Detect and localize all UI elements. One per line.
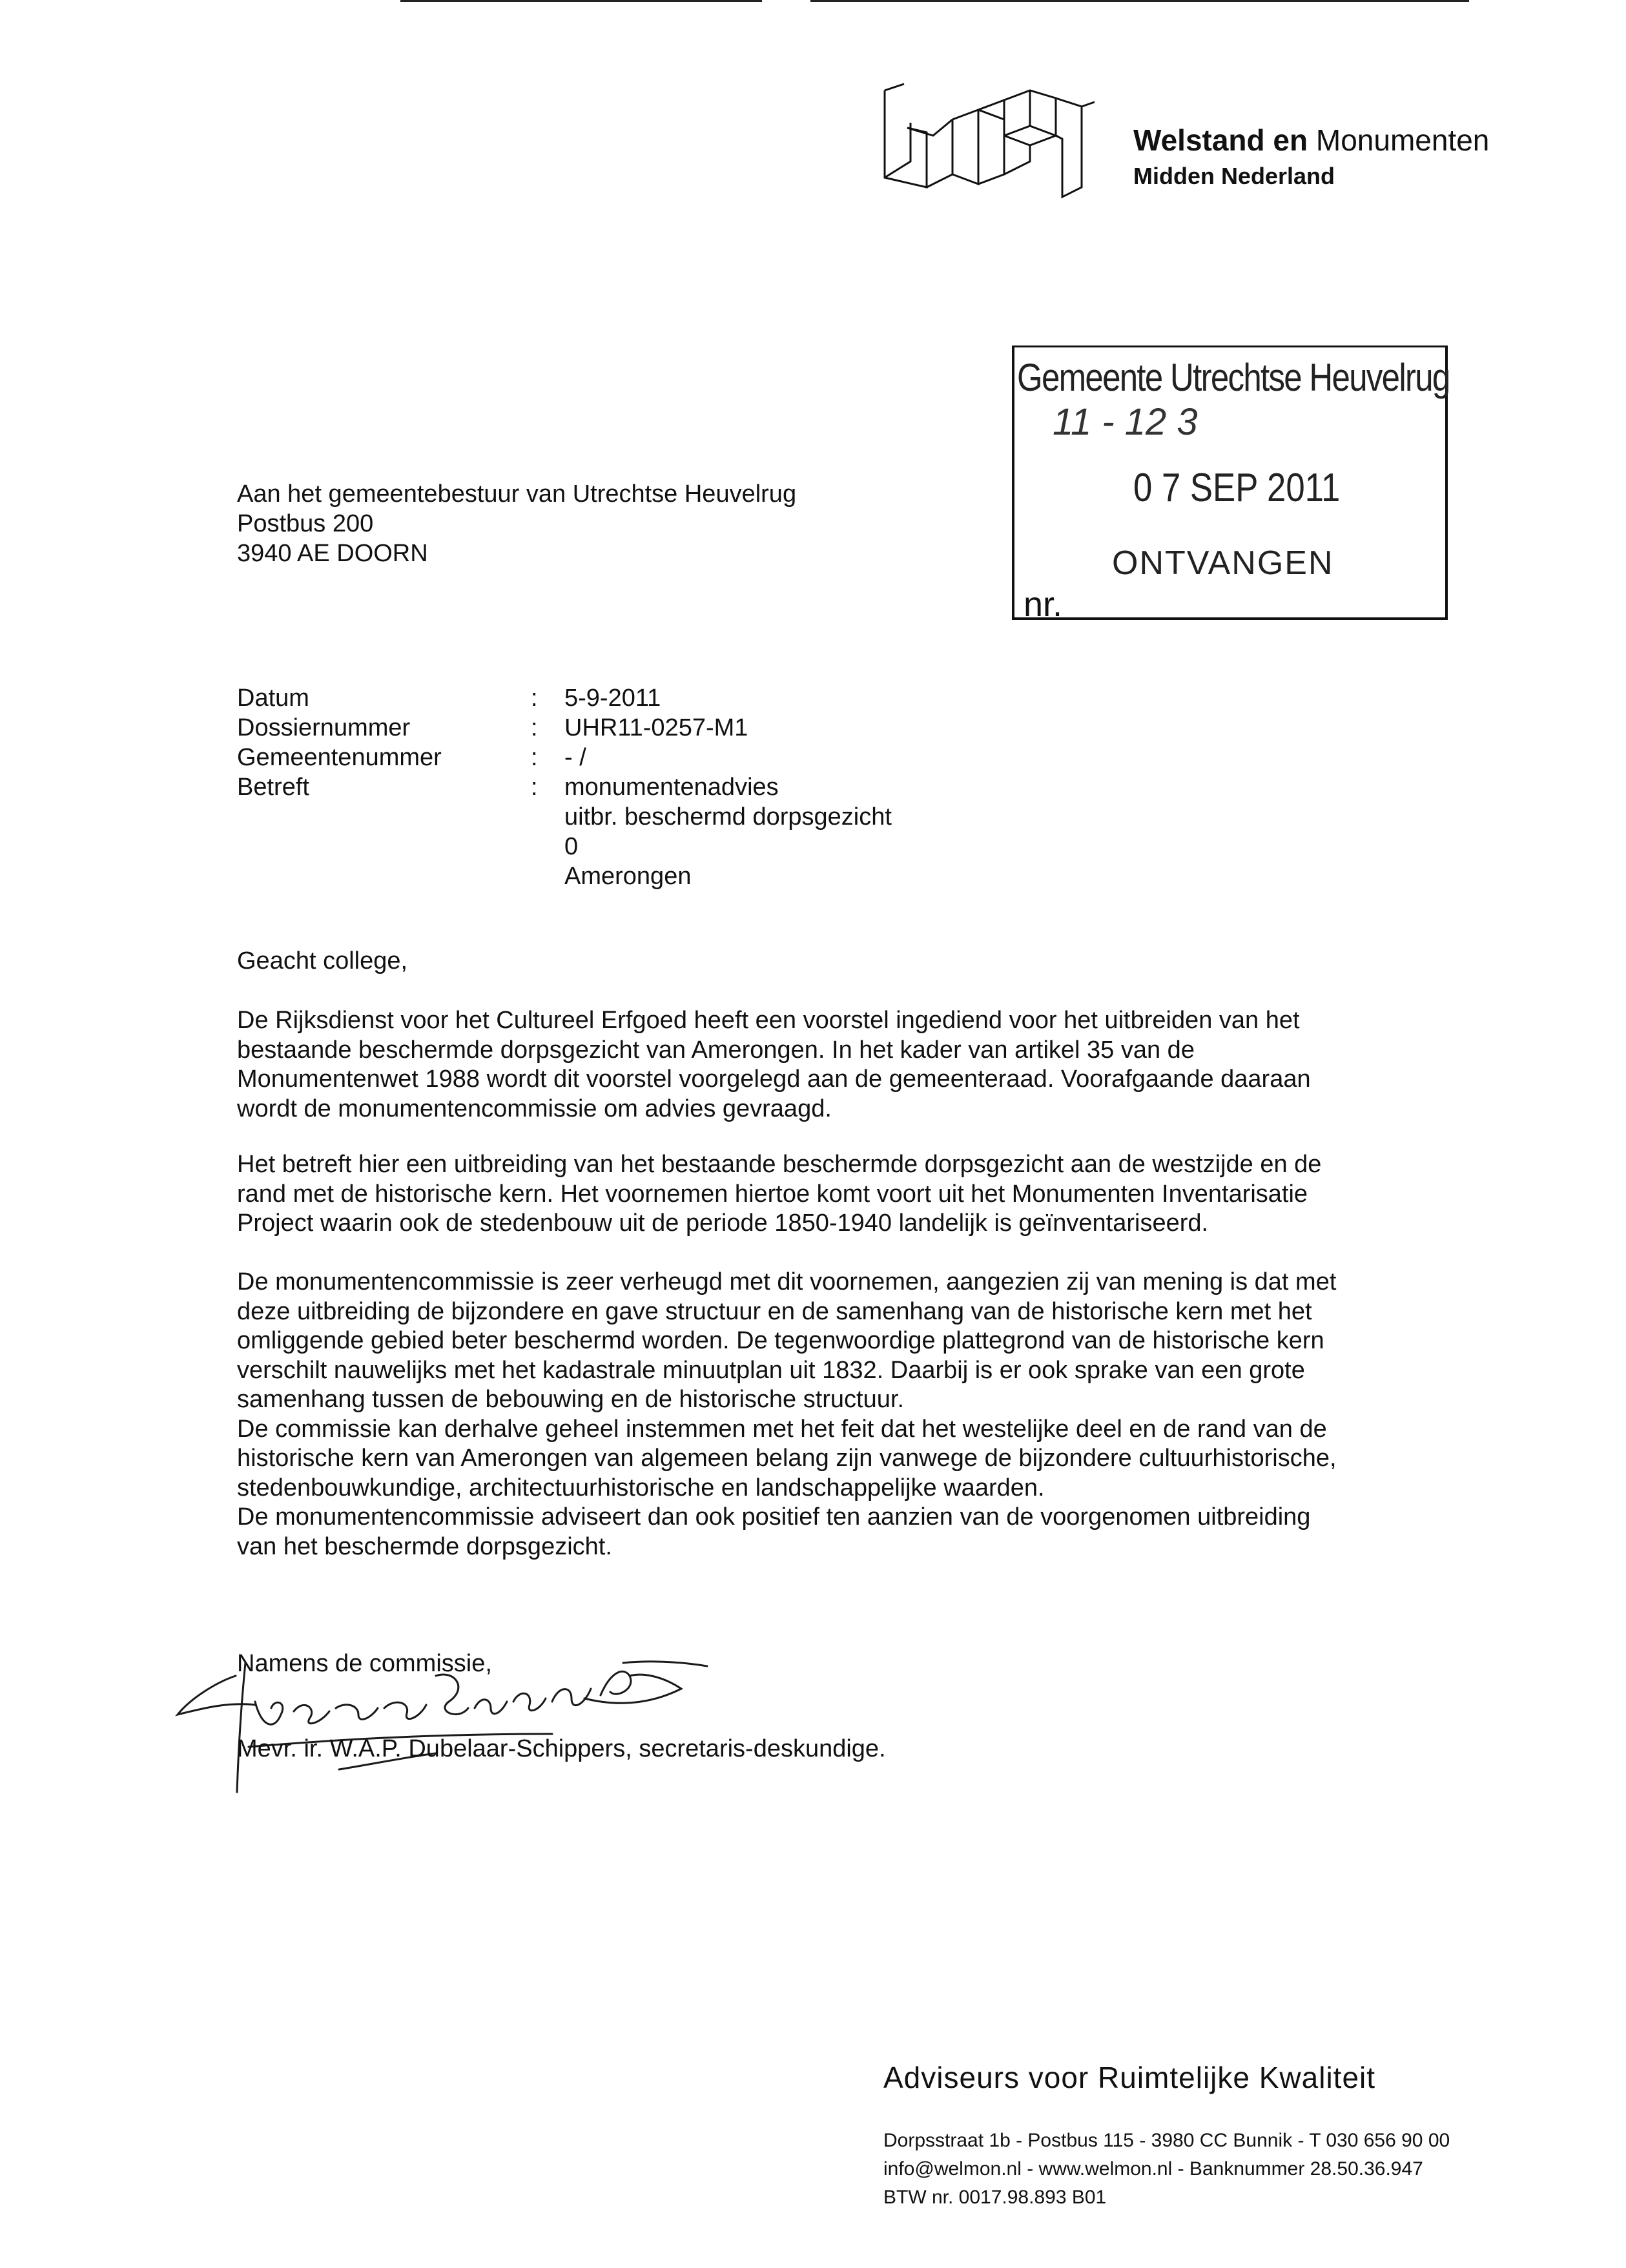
paragraph-line: van het beschermde dorpsgezicht. [237,1532,612,1560]
recipient-address [237,479,796,568]
paragraph-line: rand met de historische kern. Het voornemen hiertoe komt voort uit het Monumenten Inventarisatie [237,1180,1308,1208]
address-line: Postbus 200 [237,510,374,537]
footer-contact-line: info@welmon.nl - www.welmon.nl - Banknummer 28.50.36.947 [883,2158,1423,2180]
org-name-part1: Welstand [1133,123,1265,157]
paragraph-line: Het betreft hier een uitbreiding van het bestaande beschermde dorpsgezicht aan de westzijde en de [237,1151,1322,1178]
stamp-date: 0 7 SEP 2011 [1133,466,1341,510]
paragraph-line: omliggende gebied beter beschermd worden. De tegenwoordige plattegrond van de historische kern [237,1327,1324,1354]
organization-subtitle: Midden Nederland [1133,163,1335,189]
reference-value: Amerongen [564,863,692,890]
paragraph-line: samenhang tussen de bebouwing en de historische structuur. [237,1386,904,1413]
reference-value: - / [564,744,586,771]
org-name-part2: en [1273,123,1308,157]
reference-label: Gemeentenummer [237,744,442,771]
reference-value: monumentenadvies [564,774,779,801]
welstand-logo-icon [881,71,1101,200]
reference-value: 5-9-2011 [564,685,661,712]
signer-name: Mevr. ir. W.A.P. Dubelaar-Schippers, secretaris-deskundige. [237,1735,886,1762]
paragraph-2 [237,1150,1321,1239]
salutation: Geacht college, [237,947,408,974]
paragraph-3 [237,1268,1337,1562]
paragraph-line: stedenbouwkundige, architectuurhistorische en landschappelijke waarden. [237,1474,1045,1501]
reference-value: 0 [564,833,579,860]
paragraph-line: wordt de monumentencommissie om advies gevraagd. [237,1095,832,1122]
handwritten-signature [165,1637,720,1799]
reference-label: Dossiernummer [237,714,411,741]
footer-vat-line: BTW nr. 0017.98.893 B01 [883,2187,1107,2208]
stamp-reference: 11 - 12 3 [1053,401,1198,443]
paragraph-line: Project waarin ook de stedenbouw uit de periode 1850-1940 landelijk is geïnventariseerd. [237,1210,1209,1237]
reference-value: uitbr. beschermd dorpsgezicht [564,803,892,830]
paragraph-line: De commissie kan derhalve geheel instemmen met het feit dat het westelijke deel en de rand van de [237,1415,1327,1443]
stamp-nr-label: nr. [1024,585,1063,624]
reference-label: Datum [237,685,309,712]
reference-colon: : [531,744,538,771]
paragraph-line: De monumentencommissie adviseert dan ook positief ten aanzien van de voorgenomen uitbreiding [237,1503,1311,1531]
tagline-part1: Adviseurs [883,2061,1020,2094]
address-line: Aan het gemeentebestuur van Utrechtse Heuvelrug [237,480,797,508]
reference-colon: : [531,685,538,712]
paragraph-line: De Rijksdienst voor het Cultureel Erfgoed heeft een voorstel ingediend voor het uitbreiden van het [237,1007,1300,1034]
stamp-received: ONTVANGEN [1112,544,1334,582]
paragraph-line: Monumentenwet 1988 wordt dit voorstel voorgelegd aan de gemeenteraad. Voorafgaande daaraan [237,1066,1311,1093]
stamp-municipality: Gemeente Utrechtse Heuvelrug [1017,356,1450,399]
paragraph-1 [237,1006,1311,1124]
paragraph-line: historische kern van Amerongen van algemeen belang zijn vanwege de bijzondere cultuurhistorische, [237,1445,1337,1472]
footer-address-line: Dorpsstraat 1b - Postbus 115 - 3980 CC Bunnik - T 030 656 90 00 [883,2130,1450,2151]
organization-name [1133,123,1489,158]
tagline-part2: voor Ruimtelijke Kwaliteit [1028,2061,1376,2094]
scan-edge-line [400,0,762,2]
paragraph-line: verschilt nauwelijks met het kadastrale minuutplan uit 1832. Daarbij is er ook sprake van een grote [237,1356,1305,1384]
reference-colon: : [531,774,538,801]
org-name-part3: Monumenten [1315,123,1490,157]
paragraph-line: deze uitbreiding de bijzondere en gave structuur en de samenhang van de historische kern met het [237,1297,1312,1325]
reference-value: UHR11-0257-M1 [564,714,748,741]
closing: Namens de commissie, [237,1650,492,1677]
reference-label: Betreft [237,774,309,801]
address-line: 3940 AE DOORN [237,540,428,567]
paragraph-line: De monumentencommissie is zeer verheugd met dit voornemen, aangezien zij van mening is dat met [237,1268,1337,1295]
paragraph-line: bestaande beschermde dorpsgezicht van Amerongen. In het kader van artikel 35 van de [237,1036,1195,1064]
scan-edge-line [810,0,1469,2]
footer-tagline [883,2060,1375,2095]
reference-colon: : [531,714,538,741]
